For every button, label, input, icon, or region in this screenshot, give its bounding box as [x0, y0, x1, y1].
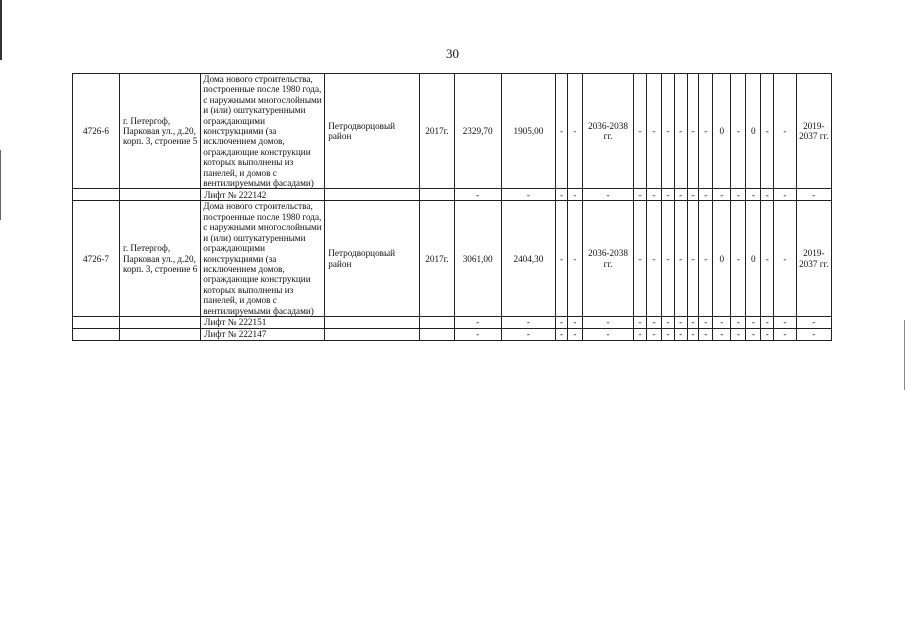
commission-year: 2017г.	[420, 201, 454, 316]
value-cell: -	[731, 201, 746, 316]
value-cell: -	[699, 316, 713, 328]
empty-cell	[325, 316, 420, 328]
total-area: 2329,70	[454, 74, 501, 189]
value-cell: -	[567, 74, 582, 189]
value-cell: -	[647, 74, 662, 189]
value-cell: -	[647, 316, 662, 328]
value-cell: -	[699, 201, 713, 316]
value-cell: -	[454, 189, 501, 201]
value-cell: -	[761, 201, 774, 316]
table-row	[73, 201, 832, 316]
value-cell: -	[556, 189, 568, 201]
value-cell: -	[661, 316, 674, 328]
value-cell: -	[501, 328, 556, 340]
value-cell: -	[582, 189, 633, 201]
empty-cell	[73, 328, 120, 340]
value-cell: -	[699, 189, 713, 201]
value-cell: -	[674, 328, 687, 340]
value-cell: -	[687, 189, 699, 201]
value-cell: -	[454, 316, 501, 328]
empty-cell	[120, 189, 201, 201]
value-cell: -	[774, 74, 796, 189]
empty-cell	[420, 328, 454, 340]
value-cell: -	[567, 189, 582, 201]
value-cell: -	[501, 316, 556, 328]
value-cell: -	[796, 328, 831, 340]
empty-cell	[325, 189, 420, 201]
value-cell: -	[774, 189, 796, 201]
value-cell: -	[556, 74, 568, 189]
object-id: 4726-7	[73, 201, 120, 316]
value-cell: -	[634, 189, 647, 201]
value-cell: -	[674, 189, 687, 201]
value-cell: -	[746, 316, 761, 328]
lift-row	[73, 328, 832, 340]
value-cell: -	[556, 201, 568, 316]
page-number: 30	[446, 46, 459, 61]
lift-label: Лифт № 222151	[201, 316, 325, 328]
living-area: 2404,30	[501, 201, 556, 316]
district-name: Петродворцовый район	[325, 74, 420, 189]
value-cell: -	[713, 189, 731, 201]
value-cell: -	[761, 189, 774, 201]
value-cell: -	[731, 189, 746, 201]
empty-cell	[120, 316, 201, 328]
value-cell: -	[661, 201, 674, 316]
empty-cell	[73, 316, 120, 328]
value-cell: -	[567, 201, 582, 316]
commission-year: 2017г.	[420, 74, 454, 189]
value-cell: -	[746, 328, 761, 340]
value-cell: -	[634, 328, 647, 340]
value-cell: -	[661, 74, 674, 189]
value-cell: -	[687, 328, 699, 340]
value-cell: -	[567, 316, 582, 328]
value-cell: -	[761, 74, 774, 189]
value-cell: -	[661, 189, 674, 201]
lift-row	[73, 316, 832, 328]
value-cell: -	[761, 316, 774, 328]
value-cell: -	[582, 316, 633, 328]
value-cell: 0	[746, 74, 761, 189]
empty-cell	[325, 328, 420, 340]
value-cell: 0	[713, 74, 731, 189]
value-cell: -	[501, 189, 556, 201]
value-cell: -	[731, 316, 746, 328]
value-cell: -	[713, 328, 731, 340]
value-cell: -	[731, 328, 746, 340]
empty-cell	[73, 189, 120, 201]
empty-cell	[120, 328, 201, 340]
object-id: 4726-6	[73, 74, 120, 189]
object-description: Дома нового строительства, построенные после 1980 года, с наружными многослойными и (или) оштукатуренными ограждающими конструкциями (за исключением домов, ограждающие конструкции которых выполнены из панелей, и домов с вентилируемыми фасадами)	[201, 201, 325, 316]
value-cell: -	[454, 328, 501, 340]
object-description: Дома нового строительства, построенные после 1980 года, с наружными многослойными и (или) оштукатуренными ограждающими конструкциями (за исключением домов, ограждающие конструкции которых выполнены из панелей, и домов с вентилируемыми фасадами)	[201, 74, 325, 189]
value-cell: -	[774, 316, 796, 328]
repair-period: 2036-2038 гг.	[582, 74, 633, 189]
value-cell: -	[582, 328, 633, 340]
value-cell: -	[774, 201, 796, 316]
value-cell: -	[647, 189, 662, 201]
empty-cell	[420, 316, 454, 328]
repair-period: 2036-2038 гг.	[582, 201, 633, 316]
housing-register-table	[72, 73, 832, 341]
value-cell: -	[647, 201, 662, 316]
value-cell: -	[731, 74, 746, 189]
value-cell: -	[699, 74, 713, 189]
living-area: 1905,00	[501, 74, 556, 189]
value-cell: -	[647, 328, 662, 340]
binding-mark	[0, 150, 1, 220]
value-cell: -	[674, 316, 687, 328]
lift-label: Лифт № 222142	[201, 189, 325, 201]
value-cell: -	[761, 328, 774, 340]
value-cell: -	[634, 316, 647, 328]
value-cell: -	[556, 316, 568, 328]
value-cell: -	[634, 74, 647, 189]
value-cell: -	[661, 328, 674, 340]
object-address: г. Петергоф, Парковая ул., д.20, корп. 3, строение 6	[120, 201, 201, 316]
value-cell: -	[567, 328, 582, 340]
object-address: г. Петергоф, Парковая ул., д.20, корп. 3, строение 5	[120, 74, 201, 189]
value-cell: -	[674, 201, 687, 316]
value-cell: -	[687, 316, 699, 328]
district-name: Петродворцовый район	[325, 201, 420, 316]
total-area: 3061,00	[454, 201, 501, 316]
lift-label: Лифт № 222147	[201, 328, 325, 340]
value-cell: -	[687, 74, 699, 189]
empty-cell	[420, 189, 454, 201]
value-cell: -	[687, 201, 699, 316]
plan-period: 2019-2037 гг.	[796, 201, 831, 316]
value-cell: 0	[746, 201, 761, 316]
value-cell: 0	[713, 201, 731, 316]
value-cell: -	[796, 316, 831, 328]
value-cell: -	[746, 189, 761, 201]
value-cell: -	[774, 328, 796, 340]
value-cell: -	[713, 316, 731, 328]
value-cell: -	[699, 328, 713, 340]
value-cell: -	[634, 201, 647, 316]
plan-period: 2019-2037 гг.	[796, 74, 831, 189]
table-row	[73, 74, 832, 189]
value-cell: -	[556, 328, 568, 340]
lift-row	[73, 189, 832, 201]
value-cell: -	[674, 74, 687, 189]
value-cell: -	[796, 189, 831, 201]
